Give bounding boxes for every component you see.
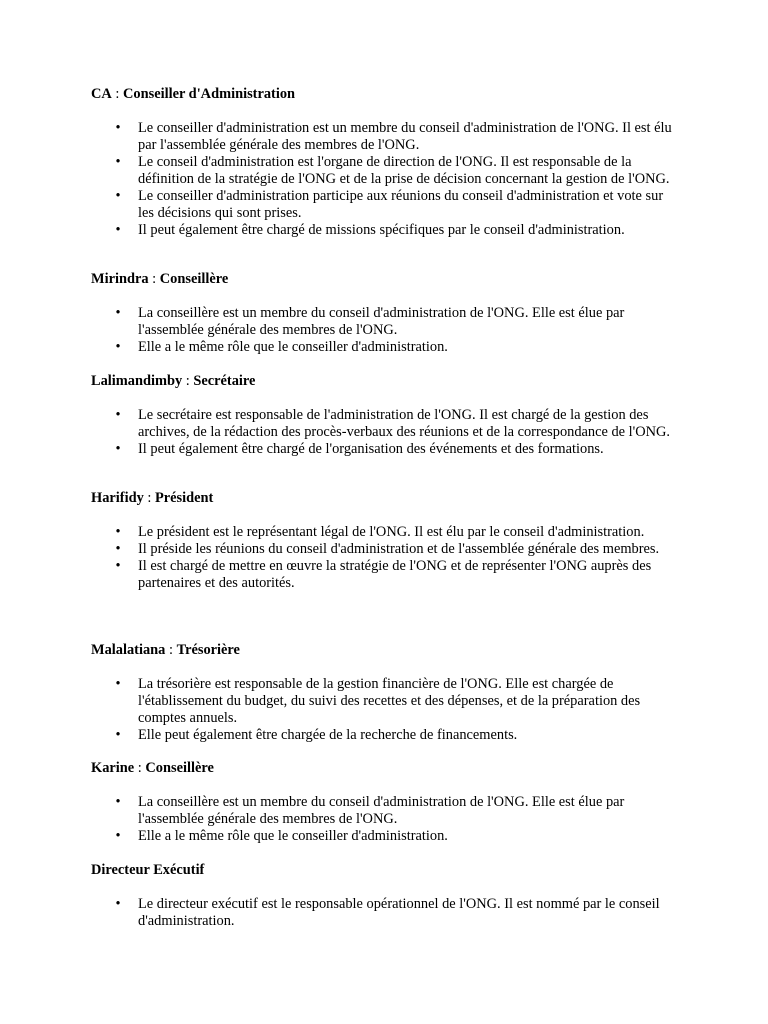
section-name: Harifidy <box>91 490 144 506</box>
bullet-glyph: • <box>115 727 121 743</box>
section-role: Conseillère <box>145 760 214 776</box>
section-mirindra <box>91 271 681 356</box>
section-name: Karine <box>91 760 135 776</box>
list-item-text: Le conseiller d'administration participe aux réunions du conseil d'administration et vote sur les décisions qui sont prises. <box>138 188 664 221</box>
section-malalatiana <box>91 642 681 744</box>
list-item <box>91 188 681 222</box>
heading-separator: : <box>111 86 123 102</box>
section-role: Trésorière <box>176 642 240 658</box>
heading-separator: : <box>182 373 194 389</box>
bullet-glyph: • <box>115 339 121 355</box>
section-karine <box>91 760 681 845</box>
section-lalimandimby <box>91 373 681 458</box>
bullet-glyph: • <box>115 407 121 423</box>
list-item <box>91 558 681 592</box>
list-item-text: La trésorière est responsable de la gestion financière de l'ONG. Elle est chargée de l'établissement du budget, du suivi des recettes et des dépenses, et de la préparation des comptes annuels. <box>138 676 641 726</box>
bullet-list <box>91 794 681 845</box>
list-item-text: Le conseiller d'administration est un membre du conseil d'administration de l'ONG. Il est élu par l'assemblée générale des membres de l'ONG. <box>138 120 672 153</box>
section-role: Directeur Exécutif <box>91 862 205 878</box>
list-item <box>91 441 681 458</box>
list-item-text: Elle a le même rôle que le conseiller d'administration. <box>138 828 448 844</box>
section-role: Conseiller d'Administration <box>123 86 296 102</box>
list-item-text: La conseillère est un membre du conseil d'administration de l'ONG. Elle est élue par l'assemblée générale des membres de l'ONG. <box>138 305 625 338</box>
section-heading <box>91 490 681 507</box>
list-item-text: La conseillère est un membre du conseil d'administration de l'ONG. Elle est élue par l'assemblée générale des membres de l'ONG. <box>138 794 625 827</box>
list-item <box>91 676 681 727</box>
list-item-text: Il peut également être chargé de l'organisation des événements et des formations. <box>138 441 604 457</box>
bullet-glyph: • <box>115 441 121 457</box>
list-item <box>91 828 681 845</box>
section-harifidy <box>91 490 681 592</box>
bullet-glyph: • <box>115 524 121 540</box>
bullet-glyph: • <box>115 305 121 321</box>
bullet-list <box>91 524 681 592</box>
heading-separator: : <box>134 760 146 776</box>
bullet-glyph: • <box>115 676 121 692</box>
list-item <box>91 524 681 541</box>
list-item <box>91 154 681 188</box>
bullet-glyph: • <box>115 541 121 557</box>
section-heading <box>91 760 681 777</box>
bullet-glyph: • <box>115 558 121 574</box>
bullet-list <box>91 120 681 239</box>
section-role: Secrétaire <box>193 373 256 389</box>
bullet-list <box>91 896 681 930</box>
section-heading <box>91 86 681 103</box>
section-heading <box>91 642 681 659</box>
list-item <box>91 305 681 339</box>
section-heading <box>91 373 681 390</box>
bullet-list <box>91 407 681 458</box>
section-name: Mirindra <box>91 271 149 287</box>
section-name: Lalimandimby <box>91 373 183 389</box>
section-heading <box>91 271 681 288</box>
list-item-text: Il peut également être chargé de missions spécifiques par le conseil d'administration. <box>138 222 625 238</box>
bullet-list <box>91 305 681 356</box>
section-directeur-executif <box>91 862 681 930</box>
list-item-text: Elle peut également être chargée de la recherche de financements. <box>138 727 518 743</box>
bullet-glyph: • <box>115 120 121 136</box>
heading-separator: : <box>148 271 160 287</box>
list-item-text: Il préside les réunions du conseil d'administration et de l'assemblée générale des membres. <box>138 541 660 557</box>
list-item-text: Il est chargé de mettre en œuvre la stratégie de l'ONG et de représenter l'ONG auprès des partenaires et des autorités. <box>138 558 652 591</box>
bullet-glyph: • <box>115 222 121 238</box>
list-item <box>91 896 681 930</box>
bullet-glyph: • <box>115 154 121 170</box>
bullet-list <box>91 676 681 744</box>
list-item <box>91 727 681 744</box>
section-name: Malalatiana <box>91 642 166 658</box>
list-item <box>91 794 681 828</box>
list-item <box>91 120 681 154</box>
list-item-text: Le directeur exécutif est le responsable opérationnel de l'ONG. Il est nommé par le conseil d'administration. <box>138 896 660 929</box>
heading-separator: : <box>165 642 177 658</box>
section-heading <box>91 862 681 879</box>
section-name: CA <box>91 86 112 102</box>
bullet-glyph: • <box>115 828 121 844</box>
list-item <box>91 339 681 356</box>
list-item <box>91 541 681 558</box>
list-item-text: Elle a le même rôle que le conseiller d'administration. <box>138 339 448 355</box>
list-item-text: Le conseil d'administration est l'organe de direction de l'ONG. Il est responsable de la définition de la stratégie de l'ONG et de la prise de décision concernant la gestion de l'ONG. <box>138 154 670 187</box>
list-item-text: Le secrétaire est responsable de l'administration de l'ONG. Il est chargé de la gestion des archives, de la rédaction des procès-verbaux des réunions et de la correspondance de l'ONG. <box>138 407 671 440</box>
list-item-text: Le président est le représentant légal de l'ONG. Il est élu par le conseil d'administration. <box>138 524 645 540</box>
section-ca <box>91 86 681 239</box>
bullet-glyph: • <box>115 896 121 912</box>
bullet-glyph: • <box>115 188 121 204</box>
heading-separator: : <box>143 490 155 506</box>
list-item <box>91 407 681 441</box>
section-role: Conseillère <box>159 271 229 287</box>
list-item <box>91 222 681 239</box>
section-role: Président <box>154 490 214 506</box>
bullet-glyph: • <box>115 794 121 810</box>
